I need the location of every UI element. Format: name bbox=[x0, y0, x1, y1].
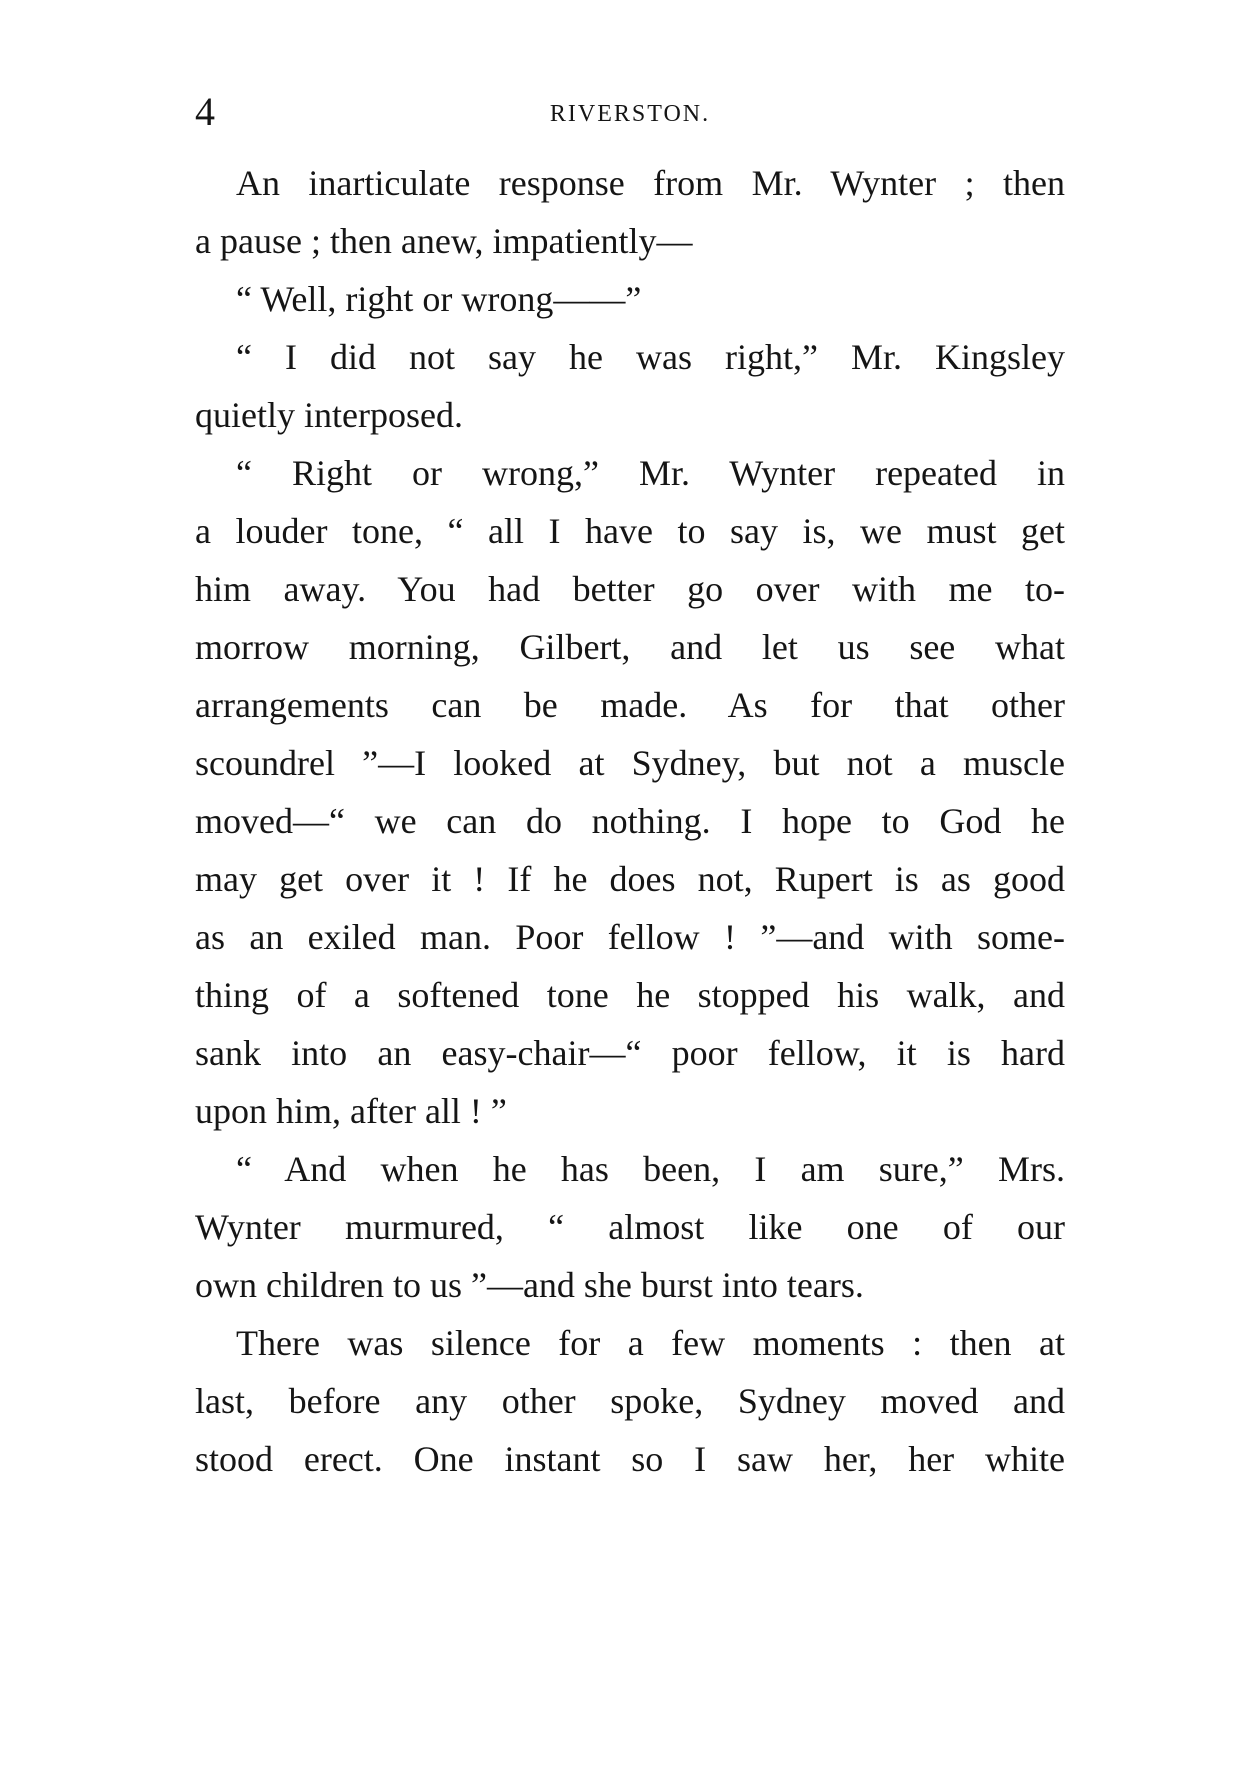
text-line: There was silence for a few moments : then at bbox=[236, 1323, 1065, 1363]
text-line: as an exiled man. Poor fellow ! ”—and with some- bbox=[195, 917, 1065, 957]
text-line: stood erect. One instant so I saw her, her white bbox=[195, 1439, 1065, 1479]
text-line: own children to us ”—and she burst into tears. bbox=[195, 1265, 864, 1305]
text-line: arrangements can be made. As for that other bbox=[195, 685, 1065, 725]
text-line: scoundrel ”—I looked at Sydney, but not a muscle bbox=[195, 743, 1065, 783]
page-number: 4 bbox=[195, 89, 215, 134]
text-line: “ Well, right or wrong——” bbox=[236, 279, 642, 319]
running-title: RIVERSTON. bbox=[549, 101, 711, 127]
text-line: morrow morning, Gilbert, and let us see what bbox=[195, 627, 1065, 667]
page-header bbox=[195, 90, 1065, 140]
text-line: “ And when he has been, I am sure,” Mrs. bbox=[236, 1149, 1065, 1189]
text-line: quietly interposed. bbox=[195, 395, 463, 435]
text-line: a pause ; then anew, impatiently— bbox=[195, 221, 693, 261]
text-line: Wynter murmured, “ almost like one of our bbox=[195, 1207, 1065, 1247]
text-line: last, before any other spoke, Sydney moved and bbox=[195, 1381, 1065, 1421]
text-line: upon him, after all ! ” bbox=[195, 1091, 507, 1131]
text-line: thing of a softened tone he stopped his walk, and bbox=[195, 975, 1065, 1015]
text-line: “ Right or wrong,” Mr. Wynter repeated in bbox=[236, 453, 1065, 493]
text-line: may get over it ! If he does not, Rupert is as good bbox=[195, 859, 1065, 899]
text-line: “ I did not say he was right,” Mr. Kingsley bbox=[236, 337, 1065, 377]
text-line: An inarticulate response from Mr. Wynter ; then bbox=[236, 163, 1065, 203]
text-line: sank into an easy-chair—“ poor fellow, it is hard bbox=[195, 1033, 1065, 1073]
text-line: a louder tone, “ all I have to say is, we must get bbox=[195, 511, 1065, 551]
text-line: moved—“ we can do nothing. I hope to God he bbox=[195, 801, 1065, 841]
text-line: him away. You had better go over with me to- bbox=[195, 569, 1065, 609]
